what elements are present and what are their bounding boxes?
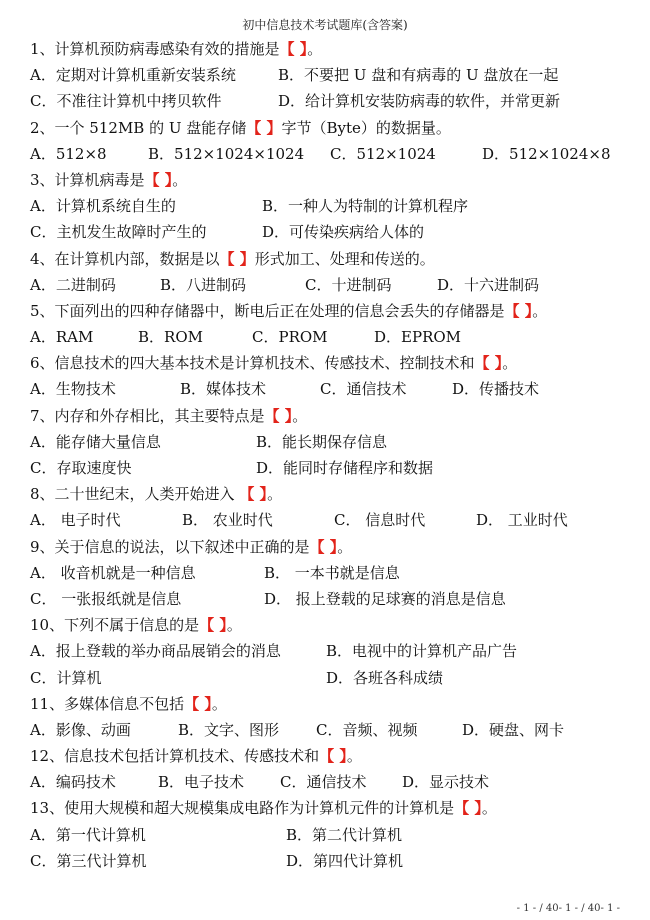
question-text-tail: 。 [172, 170, 188, 189]
answer-bracket: 【 】 [239, 485, 268, 504]
question-stem [30, 612, 630, 638]
answer-option: A．RAM [30, 328, 94, 347]
answer-option: D．各班各科成绩 [326, 668, 444, 687]
option-row [30, 822, 630, 848]
answer-bracket: 【 】 [264, 406, 293, 425]
answer-bracket: 【 】 [219, 249, 255, 268]
option-row [30, 560, 630, 586]
question-text-tail: 。 [211, 694, 227, 713]
answer-option: A．二进制码 [30, 275, 116, 294]
answer-bracket: 【 】 [184, 694, 212, 713]
question-text: 11、多媒体信息不包括 [30, 694, 185, 713]
answer-bracket: 【 】 [454, 799, 482, 818]
answer-option: B．电子技术 [158, 773, 245, 792]
option-row [30, 376, 630, 402]
question-stem [30, 115, 630, 141]
option-row [30, 429, 630, 455]
question-text: 10、下列不属于信息的是 [30, 616, 200, 635]
option-row [30, 272, 630, 298]
question-stem [30, 795, 630, 821]
answer-option: D．硬盘、网卡 [462, 720, 565, 739]
answer-option: B．第二代计算机 [286, 825, 403, 844]
question-text-tail: 。 [307, 40, 323, 58]
question-text-tail: 。 [337, 537, 353, 556]
answer-option: C．不准往计算机中拷贝软件 [30, 92, 222, 111]
option-row [30, 769, 630, 795]
answer-option: C．通信技术 [280, 773, 367, 792]
answer-option: C．通信技术 [320, 380, 407, 399]
answer-option: A．生物技术 [30, 380, 116, 399]
answer-bracket: 【 】 [199, 616, 227, 635]
answer-option: A． 收音机就是一种信息 [30, 563, 196, 582]
question-text: 12、信息技术包括计算机技术、传感技术和 [30, 747, 320, 766]
question-text-tail: 。 [226, 616, 242, 635]
question-stem [30, 298, 630, 324]
answer-option: B．文字、图形 [178, 720, 280, 739]
answer-option: B． 农业时代 [182, 511, 273, 530]
option-row [30, 193, 630, 219]
answer-option: D．可传染疾病给人体的 [262, 223, 425, 242]
option-row [30, 507, 630, 533]
question-text: 2、一个 512MB 的 U 盘能存储 [30, 118, 247, 137]
answer-option: B．512×1024×1024 [148, 144, 305, 163]
option-row [30, 455, 630, 481]
answer-option: B．媒体技术 [180, 380, 267, 399]
question-text-tail: 。 [502, 354, 518, 373]
answer-bracket: 【 】 [279, 40, 308, 58]
answer-option: D．512×1024×8 [482, 144, 611, 163]
question-text: 6、信息技术的四大基本技术是计算机技术、传感技术、控制技术和 [30, 354, 475, 373]
answer-option: A．第一代计算机 [30, 825, 146, 844]
answer-option: A．能存储大量信息 [30, 432, 161, 451]
answer-option: C．计算机 [30, 668, 102, 687]
answer-option: A．报上登载的举办商品展销会的消息 [30, 642, 281, 661]
answer-option: D．十六进制码 [437, 275, 540, 294]
question-text: 8、二十世纪末，人类开始进入 [30, 485, 240, 504]
question-text-tail: 。 [267, 485, 283, 504]
question-stem [30, 691, 630, 717]
answer-option: C．十进制码 [305, 275, 392, 294]
answer-option: C．512×1024 [330, 144, 436, 163]
answer-option: A．编码技术 [30, 773, 116, 792]
answer-option: B．ROM [138, 328, 203, 347]
question-text-tail: 字节（Byte）的数据量。 [281, 118, 451, 137]
answer-option: D．给计算机安装防病毒的软件，并常更新 [278, 92, 561, 111]
question-text: 13、使用大规模和超大规模集成电路作为计算机元件的计算机是 [30, 799, 455, 818]
answer-option: D． 报上登载的足球赛的消息是信息 [264, 589, 506, 608]
question-text: 7、内存和外存相比，其主要特点是 [30, 406, 265, 425]
option-row [30, 665, 630, 691]
option-row [30, 638, 630, 664]
answer-option: B．一种人为特制的计算机程序 [262, 197, 469, 216]
question-stem [30, 481, 630, 507]
question-text-tail: 。 [346, 747, 362, 766]
answer-option: A．影像、动画 [30, 720, 131, 739]
question-text: 9、关于信息的说法，以下叙述中正确的是 [30, 537, 310, 556]
page-header: 初中信息技术考试题库(含答案) [242, 18, 408, 32]
answer-bracket: 【 】 [474, 354, 503, 373]
answer-option: B． 一本书就是信息 [264, 563, 400, 582]
question-text-tail: 。 [481, 799, 497, 818]
page-footer: - 1 - / 40- 1 - / 40- 1 - [516, 903, 620, 914]
question-list [30, 36, 630, 874]
answer-option: B．不要把 U 盘和有病毒的 U 盘放在一起 [278, 66, 559, 85]
answer-option: D．能同时存储程序和数据 [256, 459, 434, 477]
answer-option: A．512×8 [30, 144, 107, 163]
answer-bracket: 【 】 [246, 118, 282, 137]
option-row [30, 88, 630, 114]
answer-option: C．PROM [252, 328, 328, 347]
answer-option: A．定期对计算机重新安装系统 [30, 66, 236, 85]
question-stem [30, 403, 630, 429]
answer-bracket: 【 】 [309, 537, 338, 556]
question-text-tail: 。 [532, 301, 548, 320]
option-row [30, 141, 630, 167]
answer-option: C．主机发生故障时产生的 [30, 223, 207, 242]
answer-bracket: 【 】 [319, 747, 347, 766]
question-text: 4、在计算机内部，数据是以 [30, 249, 220, 268]
answer-option: A．计算机系统自生的 [30, 197, 176, 216]
option-row [30, 848, 630, 874]
option-row [30, 62, 630, 88]
answer-option: C．存取速度快 [30, 459, 132, 477]
option-row [30, 586, 630, 612]
answer-option: B．电视中的计算机产品广告 [326, 642, 518, 661]
answer-option: B．八进制码 [160, 275, 247, 294]
answer-option: C． 信息时代 [334, 511, 426, 530]
answer-option: D．显示技术 [402, 773, 490, 792]
option-row [30, 717, 630, 743]
answer-option: D．EPROM [374, 328, 462, 347]
option-row [30, 324, 630, 350]
question-text: 1、计算机预防病毒感染有效的措施是 [30, 40, 280, 58]
option-row [30, 219, 630, 245]
answer-option: D． 工业时代 [476, 511, 568, 530]
answer-bracket: 【 】 [144, 170, 173, 189]
question-text: 5、下面列出的四种存储器中，断电后正在处理的信息会丢失的存储器是 [30, 301, 505, 320]
question-stem [30, 246, 630, 272]
question-text-tail: 形式加工、处理和传送的。 [254, 249, 435, 268]
answer-option: A． 电子时代 [30, 511, 121, 530]
question-stem [30, 167, 630, 193]
question-text: 3、计算机病毒是 [30, 170, 145, 189]
question-stem [30, 36, 630, 62]
question-stem [30, 350, 630, 376]
question-text-tail: 。 [292, 406, 308, 425]
answer-option: C． 一张报纸就是信息 [30, 589, 182, 608]
answer-option: D．传播技术 [452, 380, 540, 399]
answer-option: B．能长期保存信息 [256, 432, 388, 451]
question-stem [30, 534, 630, 560]
question-stem [30, 743, 630, 769]
answer-option: C．第三代计算机 [30, 851, 147, 870]
answer-option: C．音频、视频 [316, 720, 418, 739]
answer-option: D．第四代计算机 [286, 851, 404, 870]
answer-bracket: 【 】 [504, 301, 533, 320]
